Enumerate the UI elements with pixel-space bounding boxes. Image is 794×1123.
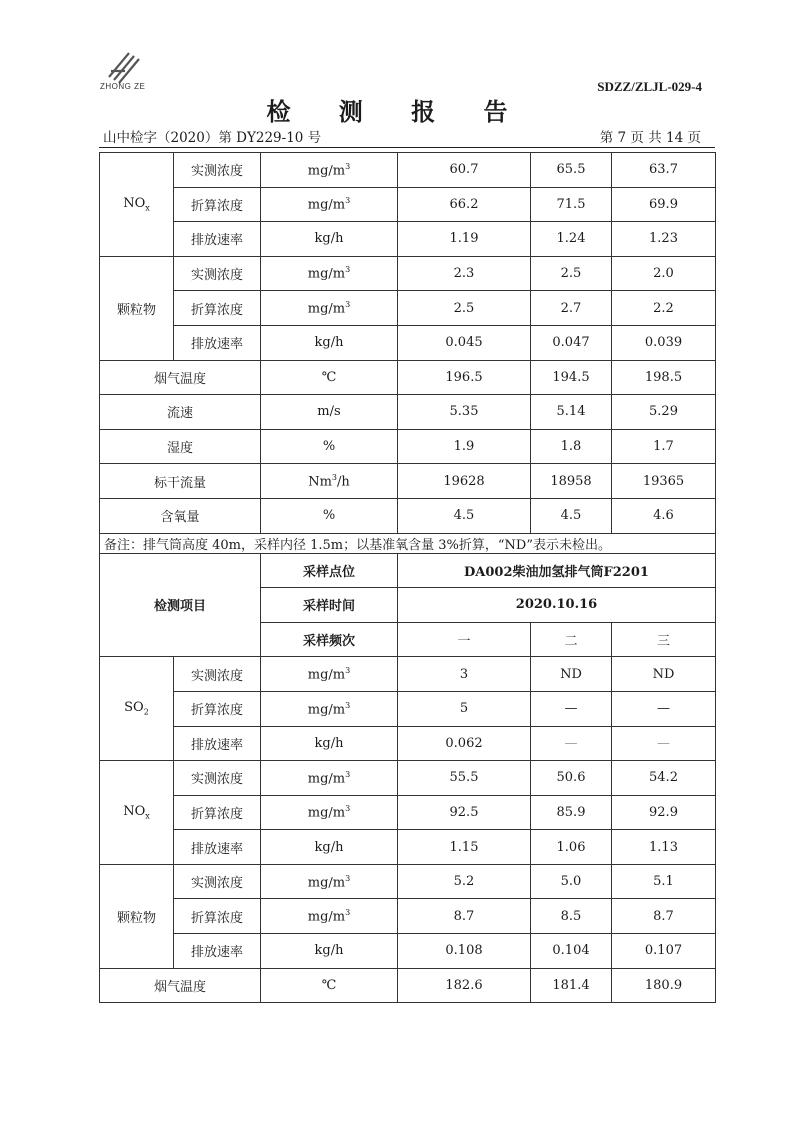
item-cell: 排放速率 [174,325,261,360]
unit-cell: m/s [261,395,398,430]
unit-cell: $mg/m^3$ [261,153,398,188]
page-info: 第 7 页 共 14 页 [599,130,701,146]
logo-text: ZHONG ZE [100,82,146,91]
value-cell: 92.9 [612,795,716,830]
value-cell: 71.5 [531,187,612,222]
table-row [100,830,716,865]
value-cell: 2.5 [398,291,531,326]
table-row [100,934,716,969]
value-cell: 8.7 [612,899,716,934]
value-cell: 194.5 [531,360,612,395]
freq-cell: 二 [531,622,612,657]
value-cell: 18958 [531,464,612,499]
value-cell: 5.0 [531,864,612,899]
value-cell: 50.6 [531,761,612,796]
table-row [100,968,716,1003]
unit-cell: ℃ [261,360,398,395]
unit-cell: $mg/m^3$ [261,761,398,796]
table-row [100,761,716,796]
value-cell: 5.14 [531,395,612,430]
value-cell: 2.2 [612,291,716,326]
value-cell: 19365 [612,464,716,499]
value-cell: 2.5 [531,256,612,291]
value-cell: 65.5 [531,153,612,188]
time-value: 2020.10.16 [398,588,716,623]
value-cell: 5.1 [612,864,716,899]
table-row [100,726,716,761]
table-row [100,153,716,188]
value-cell: 182.6 [398,968,531,1003]
value-cell: 2.0 [612,256,716,291]
item-cell: 实测浓度 [174,864,261,899]
freq-label: 采样频次 [261,622,398,657]
value-cell: 0.047 [531,325,612,360]
unit-cell: kg/h [261,726,398,761]
table-row [100,691,716,726]
unit-cell: $mg/m^3$ [261,691,398,726]
report-number: 山中检字（2020）第 DY229-10 号 [103,130,322,146]
value-cell: 2.7 [531,291,612,326]
item-cell: 实测浓度 [174,657,261,692]
value-cell: 55.5 [398,761,531,796]
item-cell: 折算浓度 [174,899,261,934]
value-cell: 8.7 [398,899,531,934]
unit-cell: % [261,498,398,533]
detect-item-header: 检测项目 [100,553,261,657]
table-row [100,553,716,588]
value-cell: 1.24 [531,222,612,257]
unit-cell: $mg/m^3$ [261,864,398,899]
value-cell: — [612,691,716,726]
unit-cell: $mg/m^3$ [261,256,398,291]
unit-cell: Nm$^3$/h [261,464,398,499]
test-results-table [99,152,716,1003]
item-cell: 折算浓度 [174,187,261,222]
value-cell: 8.5 [531,899,612,934]
value-cell: 0.039 [612,325,716,360]
unit-cell: kg/h [261,830,398,865]
value-cell: 1.9 [398,429,531,464]
value-cell: 0.108 [398,934,531,969]
table-row [100,325,716,360]
group-label-so2: $SO_2$ [100,657,174,761]
unit-cell: ℃ [261,968,398,1003]
table-row [100,464,716,499]
item-cell: 折算浓度 [174,291,261,326]
item-cell: 排放速率 [174,222,261,257]
value-cell: ND [612,657,716,692]
time-label: 采样时间 [261,588,398,623]
item-cell: 湿度 [100,429,261,464]
value-cell: — [531,726,612,761]
item-cell: 流速 [100,395,261,430]
group-label-nox: $NO_x$ [100,761,174,865]
value-cell: 1.19 [398,222,531,257]
value-cell: 0.107 [612,934,716,969]
value-cell: 63.7 [612,153,716,188]
unit-cell: % [261,429,398,464]
value-cell: 4.5 [531,498,612,533]
item-cell: 折算浓度 [174,795,261,830]
group-label-particulate: 颗粒物 [100,256,174,360]
value-cell: 5.29 [612,395,716,430]
table-row [100,498,716,533]
item-cell: 实测浓度 [174,761,261,796]
value-cell: 181.4 [531,968,612,1003]
item-cell: 烟气温度 [100,360,261,395]
value-cell: 1.13 [612,830,716,865]
value-cell: 0.104 [531,934,612,969]
value-cell: 3 [398,657,531,692]
table-row [100,899,716,934]
unit-cell: $mg/m^3$ [261,657,398,692]
value-cell: 69.9 [612,187,716,222]
value-cell: 1.7 [612,429,716,464]
group-label-particulate: 颗粒物 [100,864,174,968]
value-cell: 5.35 [398,395,531,430]
page-title: 检 测 报 告 [266,97,528,126]
value-cell: 66.2 [398,187,531,222]
item-cell: 折算浓度 [174,691,261,726]
value-cell: 85.9 [531,795,612,830]
item-cell: 排放速率 [174,726,261,761]
group-label-nox: $NO_x$ [100,153,174,257]
item-cell: 烟气温度 [100,968,261,1003]
table-row [100,256,716,291]
value-cell: 1.15 [398,830,531,865]
unit-cell: kg/h [261,325,398,360]
freq-cell: 一 [398,622,531,657]
value-cell: 0.062 [398,726,531,761]
table-row [100,222,716,257]
unit-cell: $mg/m^3$ [261,899,398,934]
document-code: SDZZ/ZLJL-029-4 [597,79,702,94]
value-cell: 196.5 [398,360,531,395]
value-cell: 1.23 [612,222,716,257]
table-row [100,291,716,326]
table-row [100,795,716,830]
unit-cell: $mg/m^3$ [261,291,398,326]
value-cell: 19628 [398,464,531,499]
value-cell: 1.8 [531,429,612,464]
value-cell: 60.7 [398,153,531,188]
value-cell: 54.2 [612,761,716,796]
value-cell: 4.6 [612,498,716,533]
item-cell: 排放速率 [174,934,261,969]
value-cell: 4.5 [398,498,531,533]
site-label: 采样点位 [261,553,398,588]
value-cell: 180.9 [612,968,716,1003]
value-cell: 92.5 [398,795,531,830]
table-row [100,657,716,692]
site-value: DA002柴油加氢排气筒F2201 [398,553,716,588]
item-cell: 标干流量 [100,464,261,499]
remark: 备注：排气筒高度 40m，采样内径 1.5m；以基准氧含量 3%折算，“ND”表示未检出。 [100,533,716,553]
value-cell: ND [531,657,612,692]
table-row [100,429,716,464]
value-cell: 1.06 [531,830,612,865]
table-row [100,864,716,899]
unit-cell: $mg/m^3$ [261,795,398,830]
value-cell: 2.3 [398,256,531,291]
value-cell: 0.045 [398,325,531,360]
unit-cell: kg/h [261,222,398,257]
header-rule [99,147,715,148]
item-cell: 含氧量 [100,498,261,533]
unit-cell: $mg/m^3$ [261,187,398,222]
item-cell: 实测浓度 [174,153,261,188]
freq-cell: 三 [612,622,716,657]
table-row [100,360,716,395]
item-cell: 排放速率 [174,830,261,865]
value-cell: 5.2 [398,864,531,899]
value-cell: 198.5 [612,360,716,395]
value-cell: 5 [398,691,531,726]
unit-cell: kg/h [261,934,398,969]
value-cell: — [531,691,612,726]
table-row [100,395,716,430]
note-row [100,533,716,553]
item-cell: 实测浓度 [174,256,261,291]
value-cell: — [612,726,716,761]
table-row [100,187,716,222]
